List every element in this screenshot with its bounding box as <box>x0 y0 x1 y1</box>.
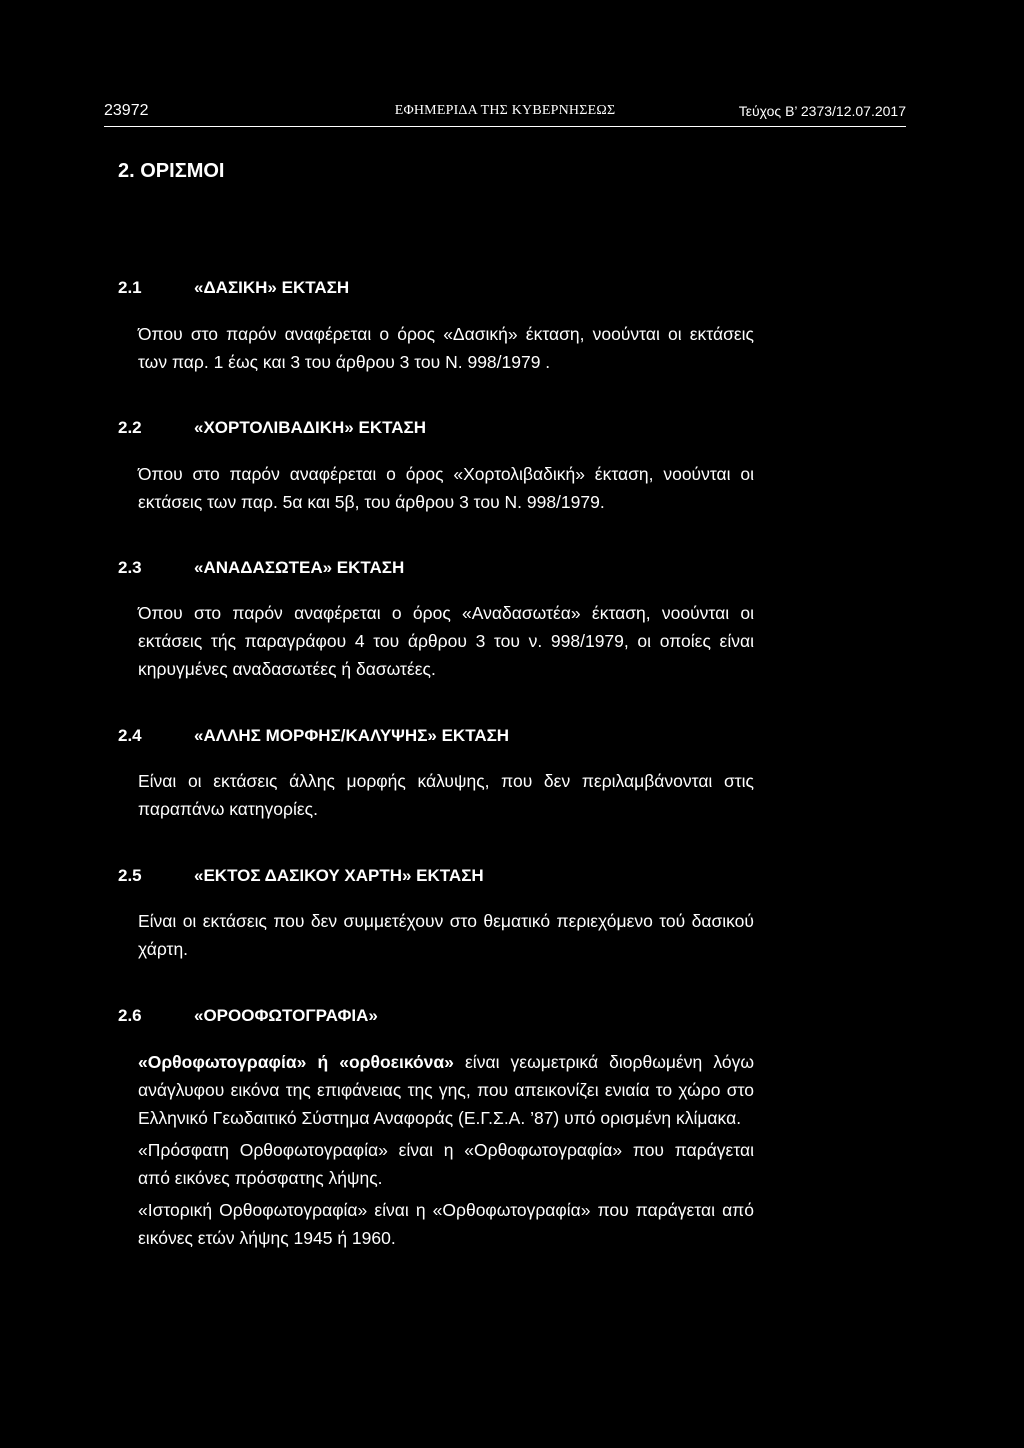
section-number: 2.3 <box>118 558 142 577</box>
section-body-2-6 <box>138 1048 754 1252</box>
section-title: «ΟΡΟΟΦΩΤΟΓΡΑΦΙΑ» <box>194 1006 378 1025</box>
orthophoto-definition <box>138 1048 754 1132</box>
section-text-2-5: Είναι οι εκτάσεις που δεν συμμετέχουν στο θεματικό περιεχόμενο τού δασικού χάρτη. <box>138 911 754 959</box>
historic-orthophoto-definition: «Ιστορική Ορθοφωτογραφία» είναι η «Ορθοφωτογραφία» που παράγεται από εικόνες ετών λήψης 1945 ή 1960. <box>138 1200 754 1248</box>
section-title: «ΑΝΑΔΑΣΩΤΕΑ» ΕΚΤΑΣΗ <box>194 558 405 577</box>
section-title: «ΑΛΛΗΣ ΜΟΡΦΗΣ/ΚΑΛΥΨΗΣ» ΕΚΤΑΣΗ <box>194 726 510 745</box>
section-number: 2.2 <box>118 418 142 437</box>
page-header <box>104 100 906 127</box>
term-connector: ή <box>306 1052 340 1072</box>
recent-orthophoto-definition: «Πρόσφατη Ορθοφωτογραφία» είναι η «Ορθοφωτογραφία» που παράγεται από εικόνες πρόσφατης λήψης. <box>138 1140 754 1188</box>
page-number: 23972 <box>104 102 149 119</box>
section-heading-2-1 <box>118 278 349 298</box>
section-text-2-3: Όπου στο παρόν αναφέρεται ο όρος «Αναδασωτέα» έκταση, νοούνται οι εκτάσεις τής παραγράφου 4 του άρθρου 3 του ν. 998/1979, οι οποίες είναι κηρυγμένες αναδασωτέες ή δασωτέες. <box>138 603 754 679</box>
term-orthophoto: «Ορθοφωτογραφία» <box>138 1052 307 1072</box>
section-heading-2-2 <box>118 418 426 438</box>
term-orthoimage: «ορθοεικόνα» <box>339 1052 454 1072</box>
section-text-2-4: Είναι οι εκτάσεις άλλης μορφής κάλυψης, που δεν περιλαμβάνονται στις παραπάνω κατηγορίες. <box>138 771 754 819</box>
section-number: 2.4 <box>118 726 142 745</box>
section-title: «ΔΑΣΙΚΗ» ΕΚΤΑΣΗ <box>194 278 350 297</box>
section-heading-2-4 <box>118 726 509 746</box>
section-number: 2.5 <box>118 866 142 885</box>
section-number: 2.6 <box>118 1006 142 1025</box>
section-title: «ΧΟΡΤΟΛΙΒΑΔΙΚΗ» ΕΚΤΑΣΗ <box>194 418 426 437</box>
issue-info: Τεύχος Β’ 2373/12.07.2017 <box>738 103 906 119</box>
chapter-title: 2. ΟΡΙΣΜΟΙ <box>118 160 225 182</box>
orthophoto-definition-text: είναι γεωμετρικά διορθωμένη λόγω ανάγλυφου εικόνα της επιφάνειας της γης, που απεικονίζει ενιαία το χώρο στο Ελληνικό Γεωδαιτικό Σύστημα Αναφοράς (Ε.Γ.Σ.Α. ’87) υπό ορισμένη κλίμακα. <box>138 1052 754 1128</box>
section-number: 2.1 <box>118 278 142 297</box>
section-heading-2-5 <box>118 866 484 886</box>
section-text-2-2: Όπου στο παρόν αναφέρεται ο όρος «Χορτολιβαδική» έκταση, νοούνται οι εκτάσεις των παρ. 5α και 5β, του άρθρου 3 του Ν. 998/1979. <box>138 464 754 512</box>
gazette-title: ΕΦΗΜΕΡΙΔΑ ΤΗΣ ΚΥΒΕΡΝΗΣΕΩΣ <box>394 103 616 118</box>
section-heading-2-3 <box>118 558 404 578</box>
section-text-2-1: Όπου στο παρόν αναφέρεται ο όρος «Δασική» έκταση, νοούνται οι εκτάσεις των παρ. 1 έως και 3 του άρθρου 3 του Ν. 998/1979 . <box>138 324 754 372</box>
section-heading-2-6 <box>118 1006 378 1026</box>
section-title: «ΕΚΤΟΣ ΔΑΣΙΚΟΥ ΧΑΡΤΗ» ΕΚΤΑΣΗ <box>194 866 484 885</box>
